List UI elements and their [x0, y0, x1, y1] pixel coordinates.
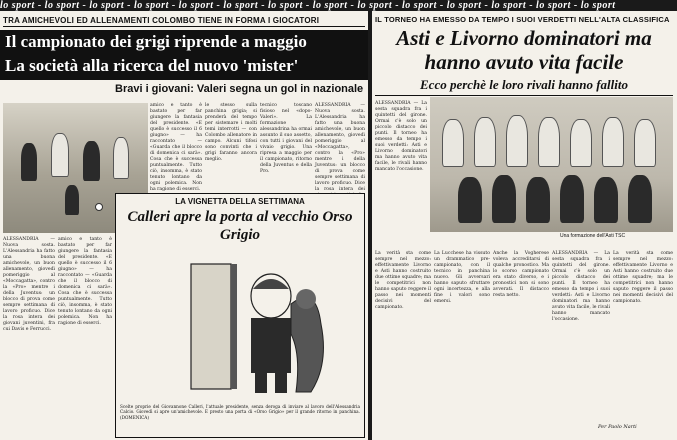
vignetta-caption: Scelte proprie del Giovannone Calleri, l'attuale presidente, senza deroga di inviare al lavoro dell'Alessandria Calcio. Giovedì si apre un'amichevole. E presto una porta di «Orso Grigio» per il grande ritorno in panchina. (DOMENICA)	[120, 404, 360, 420]
left-headline-2: La società alla ricerca del nuovo 'mister'	[5, 56, 299, 75]
byline: Per Paolo Narti	[598, 424, 637, 430]
right-rule	[375, 95, 673, 96]
left-article	[0, 11, 368, 440]
left-col1-text: ALESSANDRIA — Nuova sosta. L'Alessandria ha fatto una buona amichevole, un buon allenamento, giovedì pomeriggio al «Moccagatta», contro la «Pro» mentre i della Juventus: un blocco di prova come sempre settimana di lavoro proficuo. Dice la rosa intera dei giovani juventini, fra cui Davis e Ferrucci.	[3, 237, 55, 332]
right-kicker: IL TORNEO HA EMESSO DA TEMPO I SUOI VERDETTI NELL'ALTA CLASSIFICA	[375, 15, 670, 24]
right-subhead: Ecco perchè le loro rivali hanno fallito	[420, 77, 628, 92]
left-col3-text: le stesso sulla panchina grigia; si prenderà del tempo per sistemare i molti temi interrotti — con Colombo allenatore in campo. Alcuni tifosi sono convinti che i grigi faranno ancora meglio.	[205, 103, 257, 162]
left-col1b-text: amico e tanto è bastato per far giungere la fantasia del presidente. «E quello è successo il 6 giugno» — ha raccontato — «Guarda che il blocco di domenica ci sarà». Cosa che è successa puntualmente. Tutto ciò, insomma, è stato tenuto lontano da ogni polemica. Non ha ragione di esserci.	[58, 237, 112, 326]
team-photo	[430, 97, 673, 232]
left-subhead: Bravi i giovani: Valeri segna un gol in nazionale	[115, 83, 364, 95]
left-kicker: TRA AMICHEVOLI ED ALLENAMENTI COLOMBO TIENE IN FORMA I GIOCATORI	[3, 16, 365, 27]
right-col5-text: ALESSANDRIA — La sesta squadra fra i quintetti del girone. Ormai c'è solo un piccolo distacco dei punti. Il torneo ha emesso da tempo i suoi verdetti: Asti e Livorno dominatori ma hanno avuto vita facile, le rivali hanno mancato l'occasione.	[552, 251, 610, 322]
left-headline-1: Il campionato dei grigi riprende a maggio	[5, 32, 307, 51]
vignetta-title: Calleri apre la porta al vecchio Orso Grigio	[127, 209, 353, 243]
right-col3-text: La Lucchese ha vissuto un drammatico pre-campionato, con il tecnico in panchina nuovo. Gli avversari hanno saputo sfruttare ogni incertezza, e alla fine i valori sono emersi.	[434, 251, 490, 304]
left-headline-box	[0, 30, 368, 80]
left-col5-text: ALESSANDRIA — Nuova sosta. L'Alessandria ha fatto una buona amichevole, un buon allenamento, giovedì pomeriggio al «Moccagatta», contro la «Pro» mentre i della Juventus: un blocco di prova come sempre settimana di lavoro proficuo. Dice la rosa intera dei	[315, 103, 365, 192]
right-col2-text: La verità sta come sempre nel mezzo: effettivamente Livorno e Asti hanno costruito due ottime squadre; ma le competitrici non hanno saputo reggere il passo nei momenti decisivi del campionato.	[375, 251, 431, 310]
right-headline: Asti e Livorno dominatori ma hanno avuto vita facile	[396, 26, 652, 74]
section-banner: lo sport - lo sport - lo sport - lo sport - lo sport - lo sport - lo sport - lo sport - lo sport - lo sport - lo sport - lo sport - lo sport - lo sport	[0, 0, 677, 11]
left-col2-text: amico e tanto è bastato per far giungere la fantasia del presidente. «E quello è successo il 6 giugno» — ha raccontato — «Guarda che il blocco di domenica ci sarà». Cosa che è successa puntualmente. Tutto ciò, insomma, è stato tenuto lontano da ogni polemica. Non ha ragione di esserci.	[150, 103, 202, 192]
right-col1-text: ALESSANDRIA — La sesta squadra fra i quintetti del girone. Ormai c'è solo un piccolo distacco dei punti. Il torneo ha emesso da tempo i suoi verdetti: Asti e Livorno dominatori ma hanno avuto vita facile, le rivali hanno mancato l'occasione.	[375, 101, 427, 172]
cartoon-illustration	[151, 244, 331, 399]
vignetta-box	[115, 193, 365, 438]
team-photo-caption: Una formazione dell'Asti TSC	[560, 233, 626, 239]
right-col6-text: La verità sta come sempre nel mezzo: effettivamente Livorno e Asti hanno costruito due ottime squadre; ma le competitrici non hanno saputo reggere il passo nei momenti decisivi del campionato.	[613, 251, 673, 304]
right-col4-text: Anche la Vogherese voleva accreditarsi di qualche pronostico. Ma lo scorso campionato era stato diverso, e i pronostici non si sono avverati. Il distacco resta netto.	[493, 251, 549, 298]
left-col4-text: tecnico toscano fisioso nel «dopo-Valeri». La formazione alessandrina ha ormai assunto il suo assetto, con tutti i giovani del vivaio grigio. Una ripresa a maggio per il campionato, ritorno della Juventus e della Pro.	[260, 103, 312, 174]
vignetta-kicker: LA VIGNETTA DELLA SETTIMANA	[175, 197, 305, 206]
